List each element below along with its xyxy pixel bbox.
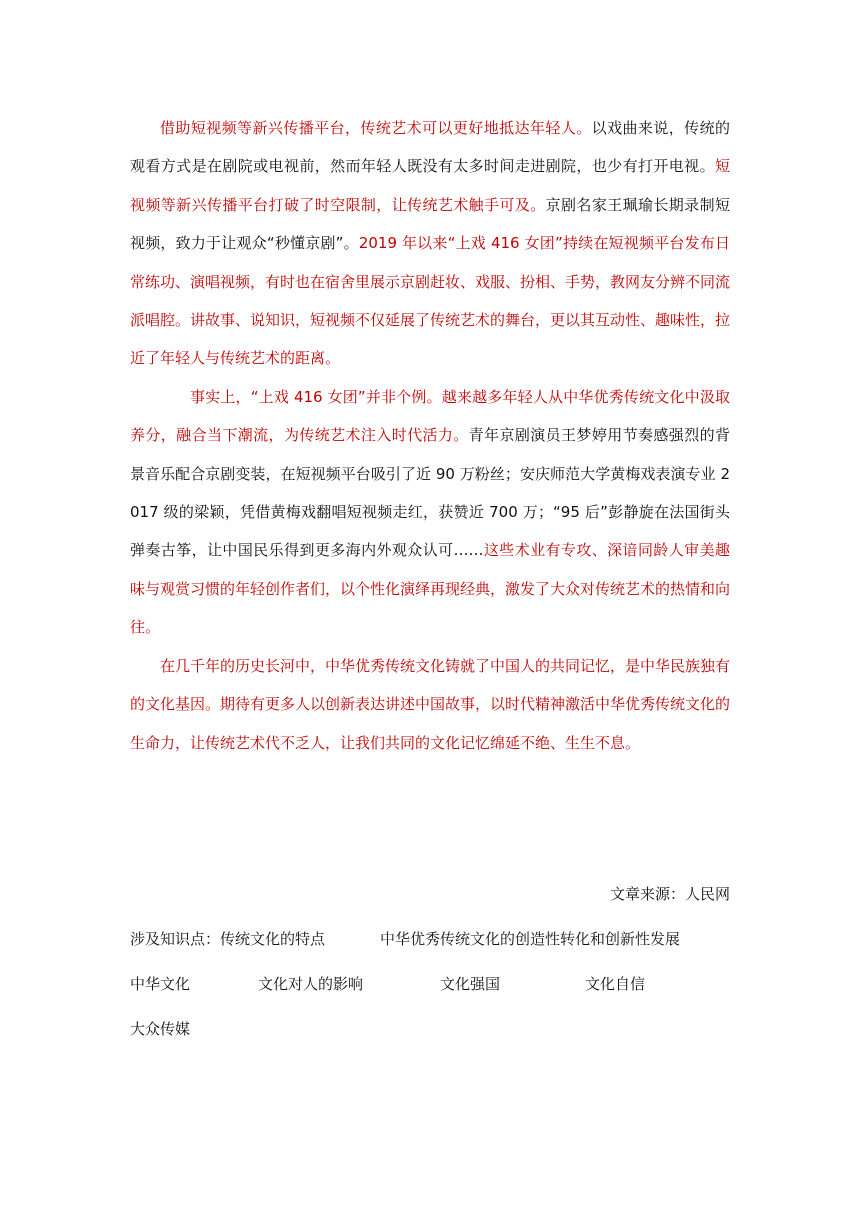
article-body <box>130 109 730 762</box>
text-segment: 以戏曲来说，传统的观看方式是在剧院或电视前，然而年轻人既没有太多时间走进剧院，也少有打开电视。 <box>130 119 730 176</box>
text-segment: 2019 年以来“上戏 416 女团”持续在短视频平台发布日常练功、演唱视频，有时也在宿舍里展示京剧赶妆、戏服、扮相、手势，教网友分辨不同流派唱腔。讲故事、说知识，短视频不仅延展了传统艺术的舞台，更以其互动性、趣味性，拉近了年轻人与传统艺术的距离。 <box>130 234 731 368</box>
text-segment: 借助短视频等新兴传播平台，传统艺术可以更好地抵达年轻人。 <box>160 119 592 137</box>
topic-item: 文化对人的影响 <box>258 975 364 993</box>
paragraph-1 <box>130 109 730 378</box>
text-segment: 这些术业有专攻、深谙同龄人审美趣味与观赏习惯的年轻创作者们，以个性化演绎再现经典，激发了大众对传统艺术的热情和向往。 <box>130 541 731 637</box>
topic-item: 文化自信 <box>585 975 646 993</box>
topics-label: 涉及知识点： <box>130 930 221 948</box>
article-source: 文章来源：人民网 <box>609 885 730 903</box>
text-segment: 在几千年的历史长河中，中华优秀传统文化铸就了中国人的共同记忆，是中华民族独有的文化基因。期待有更多人以创新表达讲述中国故事，以时代精神激活中华优秀传统文化的生命力，让传统艺术代不乏人，让我们共同的文化记忆绵延不绝、生生不息。 <box>130 656 731 752</box>
knowledge-points <box>130 922 730 1052</box>
topic-item: 文化强国 <box>440 975 501 993</box>
topic-item: 大众传媒 <box>130 1020 191 1038</box>
text-segment: 京剧名家王珮瑜长期录制短视频，致力于让观众“秒懂京剧”。 <box>130 195 730 253</box>
topic-item: 中华文化 <box>130 975 191 993</box>
topic-item: 中华优秀传统文化的创造性转化和创新性发展 <box>380 930 681 948</box>
text-segment: 青年京剧演员王梦婷用节奏感强烈的背景音乐配合京剧变装，在短视频平台吸引了近 90 万粉丝；安庆师范大学黄梅戏表演专业 2017 级的梁颖，凭借黄梅戏翻唱短视频走红，获赞近 700 万；“95 后”彭静旋在法国街头弹奏古筝，让中国民乐得到更多海内外观众认可…… <box>130 426 730 560</box>
paragraph-3 <box>130 647 730 762</box>
paragraph-2 <box>130 378 730 647</box>
text-segment: 短视频等新兴传播平台打破了时空限制，让传统艺术触手可及。 <box>130 157 730 214</box>
topic-item: 传统文化的特点 <box>220 930 326 948</box>
text-segment: 事实上，“上戏 416 女团”并非个例。越来越多年轻人从中华优秀传统文化中汲取养分，融合当下潮流，为传统艺术注入时代活力。 <box>130 387 730 445</box>
